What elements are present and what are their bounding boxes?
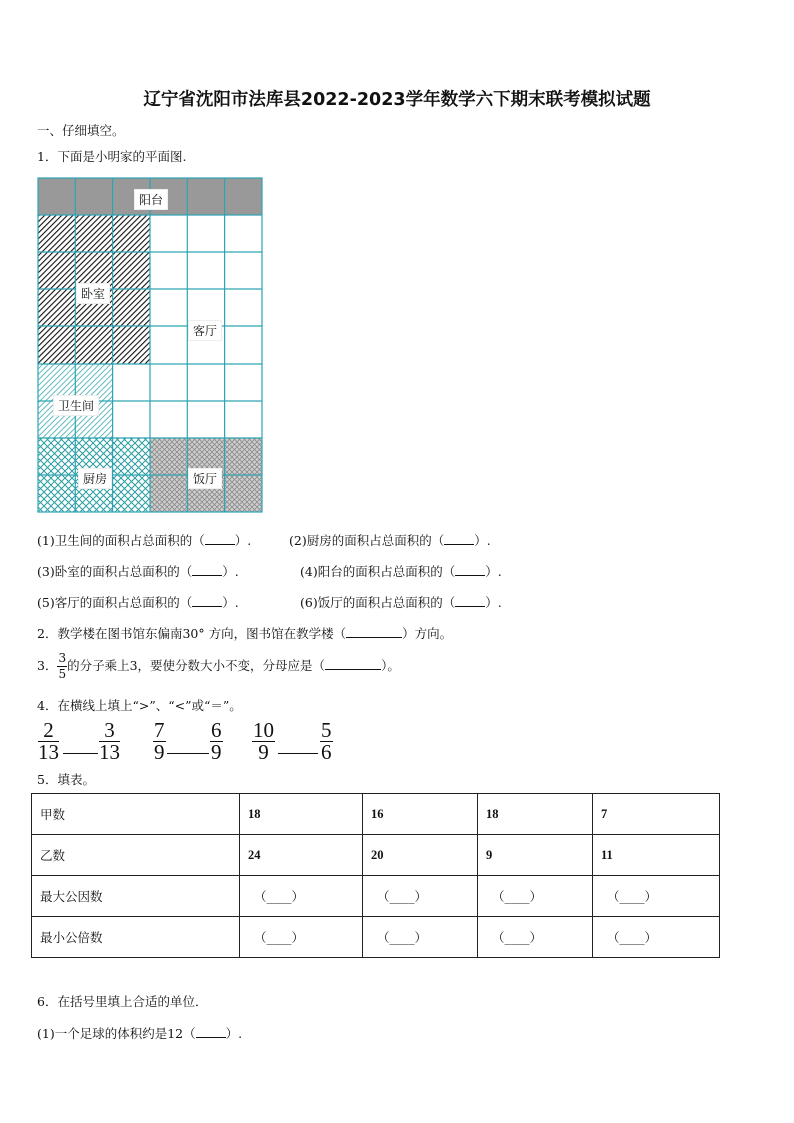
balcony-label: 阳台 <box>134 189 168 210</box>
fraction: $\frac{10}{9}$ <box>253 718 274 764</box>
row-label: 乙数 <box>32 835 240 876</box>
answer-blank[interactable] <box>196 1026 226 1038</box>
answer-blank[interactable] <box>325 658 381 670</box>
fraction: $\frac{7}{9}$ <box>154 718 165 764</box>
q1-sub3: (3)卧室的面积占总面积的（ ）. <box>37 564 239 579</box>
table-cell: 11 <box>593 835 720 876</box>
answer-cell[interactable]: （____） <box>593 876 720 917</box>
fraction: $\frac{2}{13}$ <box>38 718 59 764</box>
fraction: $\frac{3}{13}$ <box>99 718 120 764</box>
table-row <box>32 794 720 835</box>
fraction: $\frac{6}{9}$ <box>211 718 222 764</box>
table-cell: 18 <box>478 794 593 835</box>
comparison-blank[interactable] <box>167 753 209 754</box>
table-cell: 20 <box>363 835 478 876</box>
table-row <box>32 876 720 917</box>
answer-cell[interactable]: （____） <box>478 917 593 958</box>
q1-sub6: (6)饭厅的面积占总面积的（ ）. <box>300 595 502 610</box>
table-row <box>32 835 720 876</box>
answer-blank[interactable] <box>192 564 222 576</box>
q1-sub2: (2)厨房的面积占总面积的（ ）. <box>289 533 491 548</box>
answer-cell[interactable]: （____） <box>478 876 593 917</box>
floor-plan <box>37 177 263 513</box>
table-cell: 18 <box>240 794 363 835</box>
fraction: $\frac{3}{5}$ <box>58 651 67 681</box>
answer-blank[interactable] <box>444 533 474 545</box>
comparison-blank[interactable] <box>278 753 318 754</box>
answer-blank[interactable] <box>455 595 485 607</box>
table-cell: 16 <box>363 794 478 835</box>
row-label: 最大公因数 <box>32 876 240 917</box>
answer-cell[interactable]: （____） <box>363 876 478 917</box>
q1-sub5: (5)客厅的面积占总面积的（ ）. <box>37 595 239 610</box>
dining-room-label: 饭厅 <box>188 468 222 489</box>
q1-sub1: (1)卫生间的面积占总面积的（ ）. <box>37 533 252 548</box>
question-5-text: 5．填表。 <box>37 772 95 787</box>
bedroom-label: 卧室 <box>76 283 110 304</box>
section-heading: 一、仔细填空。 <box>37 123 125 138</box>
answer-cell[interactable]: （____） <box>593 917 720 958</box>
kitchen-label: 厨房 <box>78 468 112 489</box>
row-label: 甲数 <box>32 794 240 835</box>
table-cell: 7 <box>593 794 720 835</box>
q1-sub4: (4)阳台的面积占总面积的（ ）. <box>300 564 502 579</box>
table-cell: 9 <box>478 835 593 876</box>
answer-blank[interactable] <box>192 595 222 607</box>
answer-blank[interactable] <box>346 626 402 638</box>
answer-cell[interactable]: （____） <box>240 917 363 958</box>
fill-table <box>31 793 720 958</box>
q6-sub1: (1)一个足球的体积约是12（ ）. <box>37 1026 243 1041</box>
question-1-text: 1．下面是小明家的平面图. <box>37 149 187 164</box>
answer-cell[interactable]: （____） <box>363 917 478 958</box>
bathroom-label: 卫生间 <box>53 395 99 416</box>
question-6-text: 6．在括号里填上合适的单位． <box>37 994 208 1009</box>
answer-cell[interactable]: （____） <box>240 876 363 917</box>
question-3: 3． $\frac{3}{5}$ 的分子乘上3，要使分数大小不变，分母应是（ ）。 <box>37 651 400 681</box>
comparison-blank[interactable] <box>63 753 98 754</box>
question-2: 2．教学楼在图书馆东偏南30° 方向，图书馆在教学楼（ ）方向。 <box>37 626 453 641</box>
answer-blank[interactable] <box>455 564 485 576</box>
fraction: $\frac{5}{6}$ <box>321 718 332 764</box>
page-title: 辽宁省沈阳市法库县2022-2023学年数学六下期末联考模拟试题 <box>143 90 651 110</box>
row-label: 最小公倍数 <box>32 917 240 958</box>
question-4-text: 4．在横线上填上“>”、“<”或“＝”。 <box>37 698 242 713</box>
table-row <box>32 917 720 958</box>
table-cell: 24 <box>240 835 363 876</box>
living-room-label: 客厅 <box>188 320 222 341</box>
answer-blank[interactable] <box>205 533 235 545</box>
